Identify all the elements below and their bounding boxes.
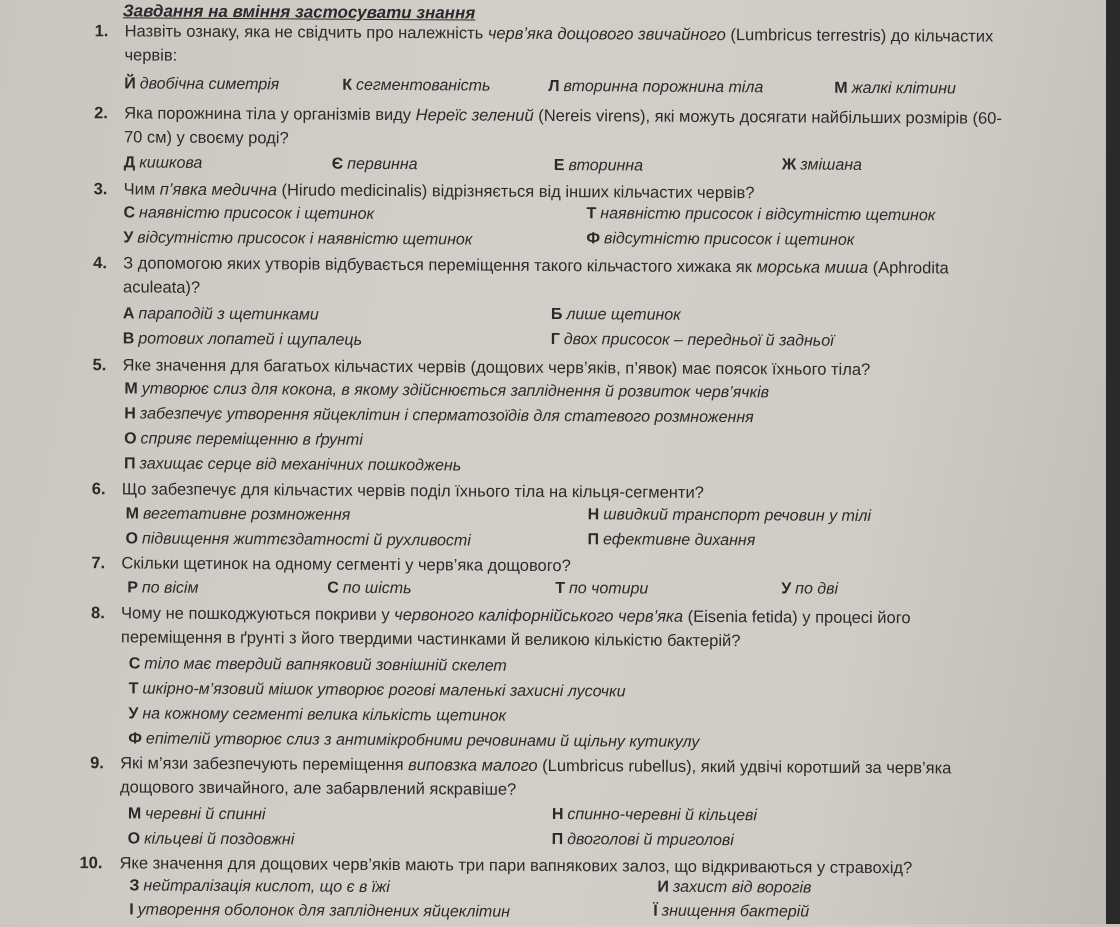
option: К сегментованість — [342, 76, 491, 95]
option: Н забезпечує утворення яйцеклітин і сперматозоїдів для статевого розмноження — [124, 405, 754, 427]
question-number: 7. — [91, 554, 106, 573]
option: Ф відсутністю присосок і щетинок — [586, 230, 855, 249]
option: М утворює слиз для кокона, в якому здійснюється запліднення й розвиток черв’ячків — [124, 380, 770, 402]
page-edge-shadow — [1106, 0, 1120, 924]
option: Н швидкий транспорт речовин у тілі — [587, 506, 872, 525]
question-number: 6. — [91, 480, 106, 499]
question-number: 3. — [93, 180, 108, 199]
option: Н спинно-черевні й кільцеві — [551, 805, 757, 825]
option: О сприяє переміщенню в ґрунті — [124, 430, 363, 449]
option: О підвищення життєздатності й рухливості — [125, 530, 471, 550]
option: Т шкірно-м’язовий мішок утворює рогові маленькі захисні лусочки — [128, 680, 626, 701]
option: П захищає серце від механічних пошкоджень — [123, 455, 462, 475]
option: Б лише щетинок — [550, 305, 681, 324]
question-number: 10. — [79, 854, 103, 873]
question-text: Що забезпечує для кільчастих червів поділ їхнього тіла на кільця-сегменти? — [121, 480, 704, 502]
option: П двоголові й триголові — [551, 830, 734, 850]
question-7 — [91, 551, 1016, 581]
option: О кільцеві й поздовжні — [127, 830, 295, 849]
question-9 — [90, 751, 1015, 805]
question-10 — [79, 851, 1014, 881]
option: Є первинна — [331, 155, 418, 174]
question-3 — [94, 177, 1019, 207]
option: Д кишкова — [123, 154, 203, 172]
question-number: 2. — [94, 104, 108, 123]
option: А параподій з щетинками — [122, 305, 319, 324]
question-number: 5. — [92, 356, 107, 375]
question-text: Скільки щетинок на одному сегменті у черв’яка дощового? — [121, 554, 571, 576]
option: Р по вісім — [127, 579, 199, 597]
option: М черевні й спинні — [127, 805, 266, 824]
option: Т по чотири — [555, 580, 649, 598]
question-text: З допомогою яких утворів відбувається переміщення такого кільчастого хижака як морська миша (Aphrodita aculeata)? — [123, 254, 949, 298]
question-4 — [93, 251, 1018, 305]
question-text: Яке значення для багатьох кільчастих червів (дощових черв’яків, п’явок) має поясок їхнього тіла? — [122, 356, 871, 379]
option: І утворення оболонок для запліднених яйцеклітин — [129, 901, 511, 921]
section-heading: Завдання на вміння застосувати знання — [122, 1, 476, 23]
question-text: Чому не пошкоджуються покриви у червоного каліфорнійського черв’яка (Eisenia fetida) у процесі його переміщення в ґрунті з його твердими частинками й великою кількістю бактерій? — [120, 604, 911, 651]
option: М вегетативне розмноження — [125, 505, 351, 524]
question-number: 4. — [93, 254, 108, 273]
question-text: Які м’язи забезпечують переміщення виповзка малого (Lumbricus rubellus), який удвічі коротший за черв’яка дощового звичайного, але забарвлений яскравіше? — [119, 754, 952, 800]
option: С наявністю присосок і щетинок — [123, 204, 375, 223]
question-text: Назвіть ознаку, яка не свідчить про належність черв’яка дощового звичайного (Lumbricus terrestris) до кільчастих червів: — [124, 22, 994, 65]
option: З нейтралізація кислот, що є в їжі — [129, 877, 390, 897]
option: Л вторинна порожнина тіла — [548, 77, 764, 97]
question-1 — [94, 19, 1019, 73]
question-text: Яка порожнина тіла у організмів виду Нереїс зелений (Nereis virens), які можуть досягати найбільших розмірів (60-70 см) у своєму роді? — [123, 104, 1002, 148]
question-8 — [91, 601, 1016, 655]
question-2 — [94, 101, 1019, 155]
question-text: Яке значення для дощових черв’яків мають три пари вапнякових залоз, що відкриваються у стравохід? — [119, 854, 913, 878]
option: Г двох присосок – передньої й задньої — [550, 330, 834, 350]
option: Ф епітелій утворює слиз з антимікробними речовинами й щільну кутикулу — [128, 730, 700, 751]
option: В ротових лопатей і щупалець — [122, 330, 363, 349]
question-number: 9. — [90, 754, 104, 773]
option: М жалкі клітини — [834, 79, 957, 98]
option: У відсутністю присосок і наявністю щетинок — [123, 229, 473, 249]
option: Й двобічна симетрія — [124, 75, 280, 94]
option: Ї знищення бактерій — [653, 902, 810, 921]
option: Т наявністю присосок і відсутністю щетинок — [586, 205, 936, 225]
option: С тіло має твердий вапняковий зовнішній скелет — [128, 655, 507, 675]
option: И захист від ворогів — [657, 878, 812, 897]
option: Е вторинна — [553, 156, 644, 175]
option: С по шість — [327, 579, 412, 598]
option: У на кожному сегменті велика кількість щетинок — [128, 705, 507, 725]
option: Ж змішана — [781, 156, 863, 174]
option: У по дві — [781, 580, 839, 598]
question-5 — [93, 353, 1018, 383]
option: П ефективне дихання — [587, 531, 756, 550]
question-number: 1. — [94, 22, 109, 41]
question-text: Чим п’явка медична (Hirudo medicinalis) відрізняється від інших кільчастих червів? — [123, 180, 755, 203]
question-6 — [92, 477, 1017, 507]
question-number: 8. — [91, 604, 105, 623]
